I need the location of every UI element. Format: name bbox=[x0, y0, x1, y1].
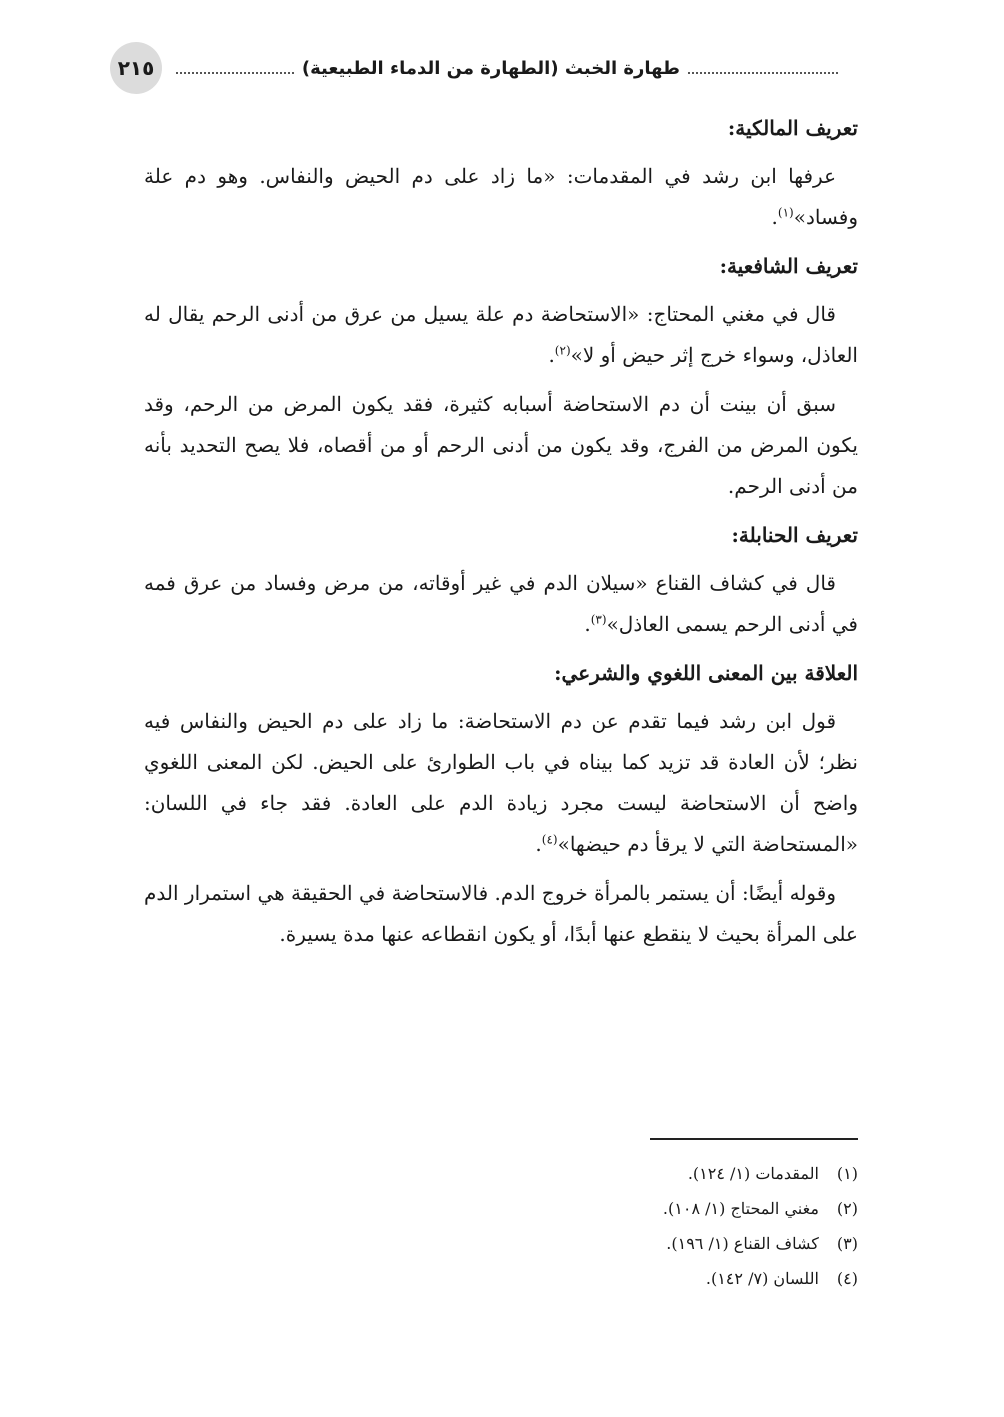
paragraph-shafii: قال في مغني المحتاج: «الاستحاضة دم علة يسيل من عرق من أدنى الرحم يقال له العاذل، وسواء خرج إثر حيض أو لا»$^{(٢)}$. bbox=[144, 302, 858, 367]
footnote-item bbox=[358, 1261, 858, 1296]
footnote-item bbox=[358, 1156, 858, 1191]
footnote-number: (١) bbox=[836, 1164, 858, 1183]
footnote-text: مغني المحتاج (١/ ١٠٨). bbox=[662, 1199, 819, 1218]
running-title: طهارة الخبث (الطهارة من الدماء الطبيعية) bbox=[301, 57, 680, 79]
paragraph-shafii-text: قال في مغني المحتاج: «الاستحاضة دم علة يسيل من عرق من أدنى الرحم يقال له العاذل، وسواء خرج إثر حيض أو لا» bbox=[144, 302, 858, 367]
footnote-item bbox=[358, 1226, 858, 1261]
footnote-number: (٢) bbox=[836, 1199, 858, 1218]
footnote-separator bbox=[650, 1138, 858, 1140]
footnote-item bbox=[358, 1191, 858, 1226]
paragraph-relation: قول ابن رشد فيما تقدم عن دم الاستحاضة: ما زاد على دم الحيض والنفاس فيه نظر؛ لأن العادة قد تزيد كما بيناه في باب الطوارئ على الحيض. لكن المعنى اللغوي واضح أن الاستحاضة ليست مجرد زيادة الدم على العادة. فقد جاء في اللسان: «المستحاضة التي لا يرقأ دم حيضها»$^{(٤)}$. bbox=[144, 709, 858, 856]
running-header bbox=[110, 40, 846, 96]
paragraph-relation-text: قول ابن رشد فيما تقدم عن دم الاستحاضة: ما زاد على دم الحيض والنفاس فيه نظر؛ لأن العادة قد تزيد كما بيناه في باب الطوارئ على الحيض. لكن المعنى اللغوي واضح أن الاستحاضة ليست مجرد زيادة الدم على العادة. فقد جاء في اللسان: «المستحاضة التي لا يرقأ دم حيضها» bbox=[144, 709, 858, 856]
footnotes bbox=[358, 1156, 858, 1296]
main-text bbox=[144, 108, 858, 963]
footnote-ref-4: (٤) bbox=[541, 832, 558, 847]
header-leader-left bbox=[176, 72, 294, 74]
paragraph-hanbali-text: قال في كشاف القناع «سيلان الدم في غير أوقاته، من مرض وفساد من عرق فمه في أدنى الرحم يسمى العاذل» bbox=[144, 571, 858, 636]
heading-relation: العلاقة بين المعنى اللغوي والشرعي: bbox=[554, 661, 858, 685]
page-number-badge: ٢١٥ bbox=[110, 42, 162, 94]
paragraph-maliki: عرفها ابن رشد في المقدمات: «ما زاد على دم الحيض والنفاس. وهو دم علة وفساد»$^{(١)}$. bbox=[144, 164, 858, 229]
footnote-text: اللسان (٧/ ١٤٢). bbox=[705, 1269, 819, 1288]
footnote-ref-2: (٢) bbox=[554, 343, 571, 358]
footnote-number: (٤) bbox=[836, 1269, 858, 1288]
paragraph-hanbali: قال في كشاف القناع «سيلان الدم في غير أوقاته، من مرض وفساد من عرق فمه في أدنى الرحم يسمى العاذل»$^{(٣)}$. bbox=[144, 571, 858, 636]
footnote-ref-3: (٣) bbox=[590, 612, 607, 627]
header-leader-right bbox=[688, 72, 838, 74]
paragraph-comment: سبق أن بينت أن دم الاستحاضة أسبابه كثيرة، فقد يكون المرض من الرحم، وقد يكون المرض من الفرج، وقد يكون من أدنى الرحم أو من أقصاه، فلا يصح التحديد بأنه من أدنى الرحم. bbox=[144, 392, 858, 498]
paragraph-maliki-text: عرفها ابن رشد في المقدمات: «ما زاد على دم الحيض والنفاس. وهو دم علة وفساد» bbox=[144, 164, 858, 229]
heading-hanbali: تعريف الحنابلة: bbox=[731, 523, 858, 547]
footnote-ref-1: (١) bbox=[777, 205, 794, 220]
footnote-text: كشاف القناع (١/ ١٩٦). bbox=[666, 1234, 819, 1253]
heading-shafii: تعريف الشافعية: bbox=[719, 254, 858, 278]
footnote-number: (٣) bbox=[836, 1234, 858, 1253]
heading-maliki: تعريف المالكية: bbox=[727, 116, 858, 140]
paragraph-final: وقوله أيضًا: أن يستمر بالمرأة خروج الدم. فالاستحاضة في الحقيقة هي استمرار الدم على المرأة بحيث لا ينقطع عنها أبدًا، أو يكون انقطاعه عنها مدة يسيرة. bbox=[144, 881, 858, 946]
footnote-text: المقدمات (١/ ١٢٤). bbox=[687, 1164, 819, 1183]
